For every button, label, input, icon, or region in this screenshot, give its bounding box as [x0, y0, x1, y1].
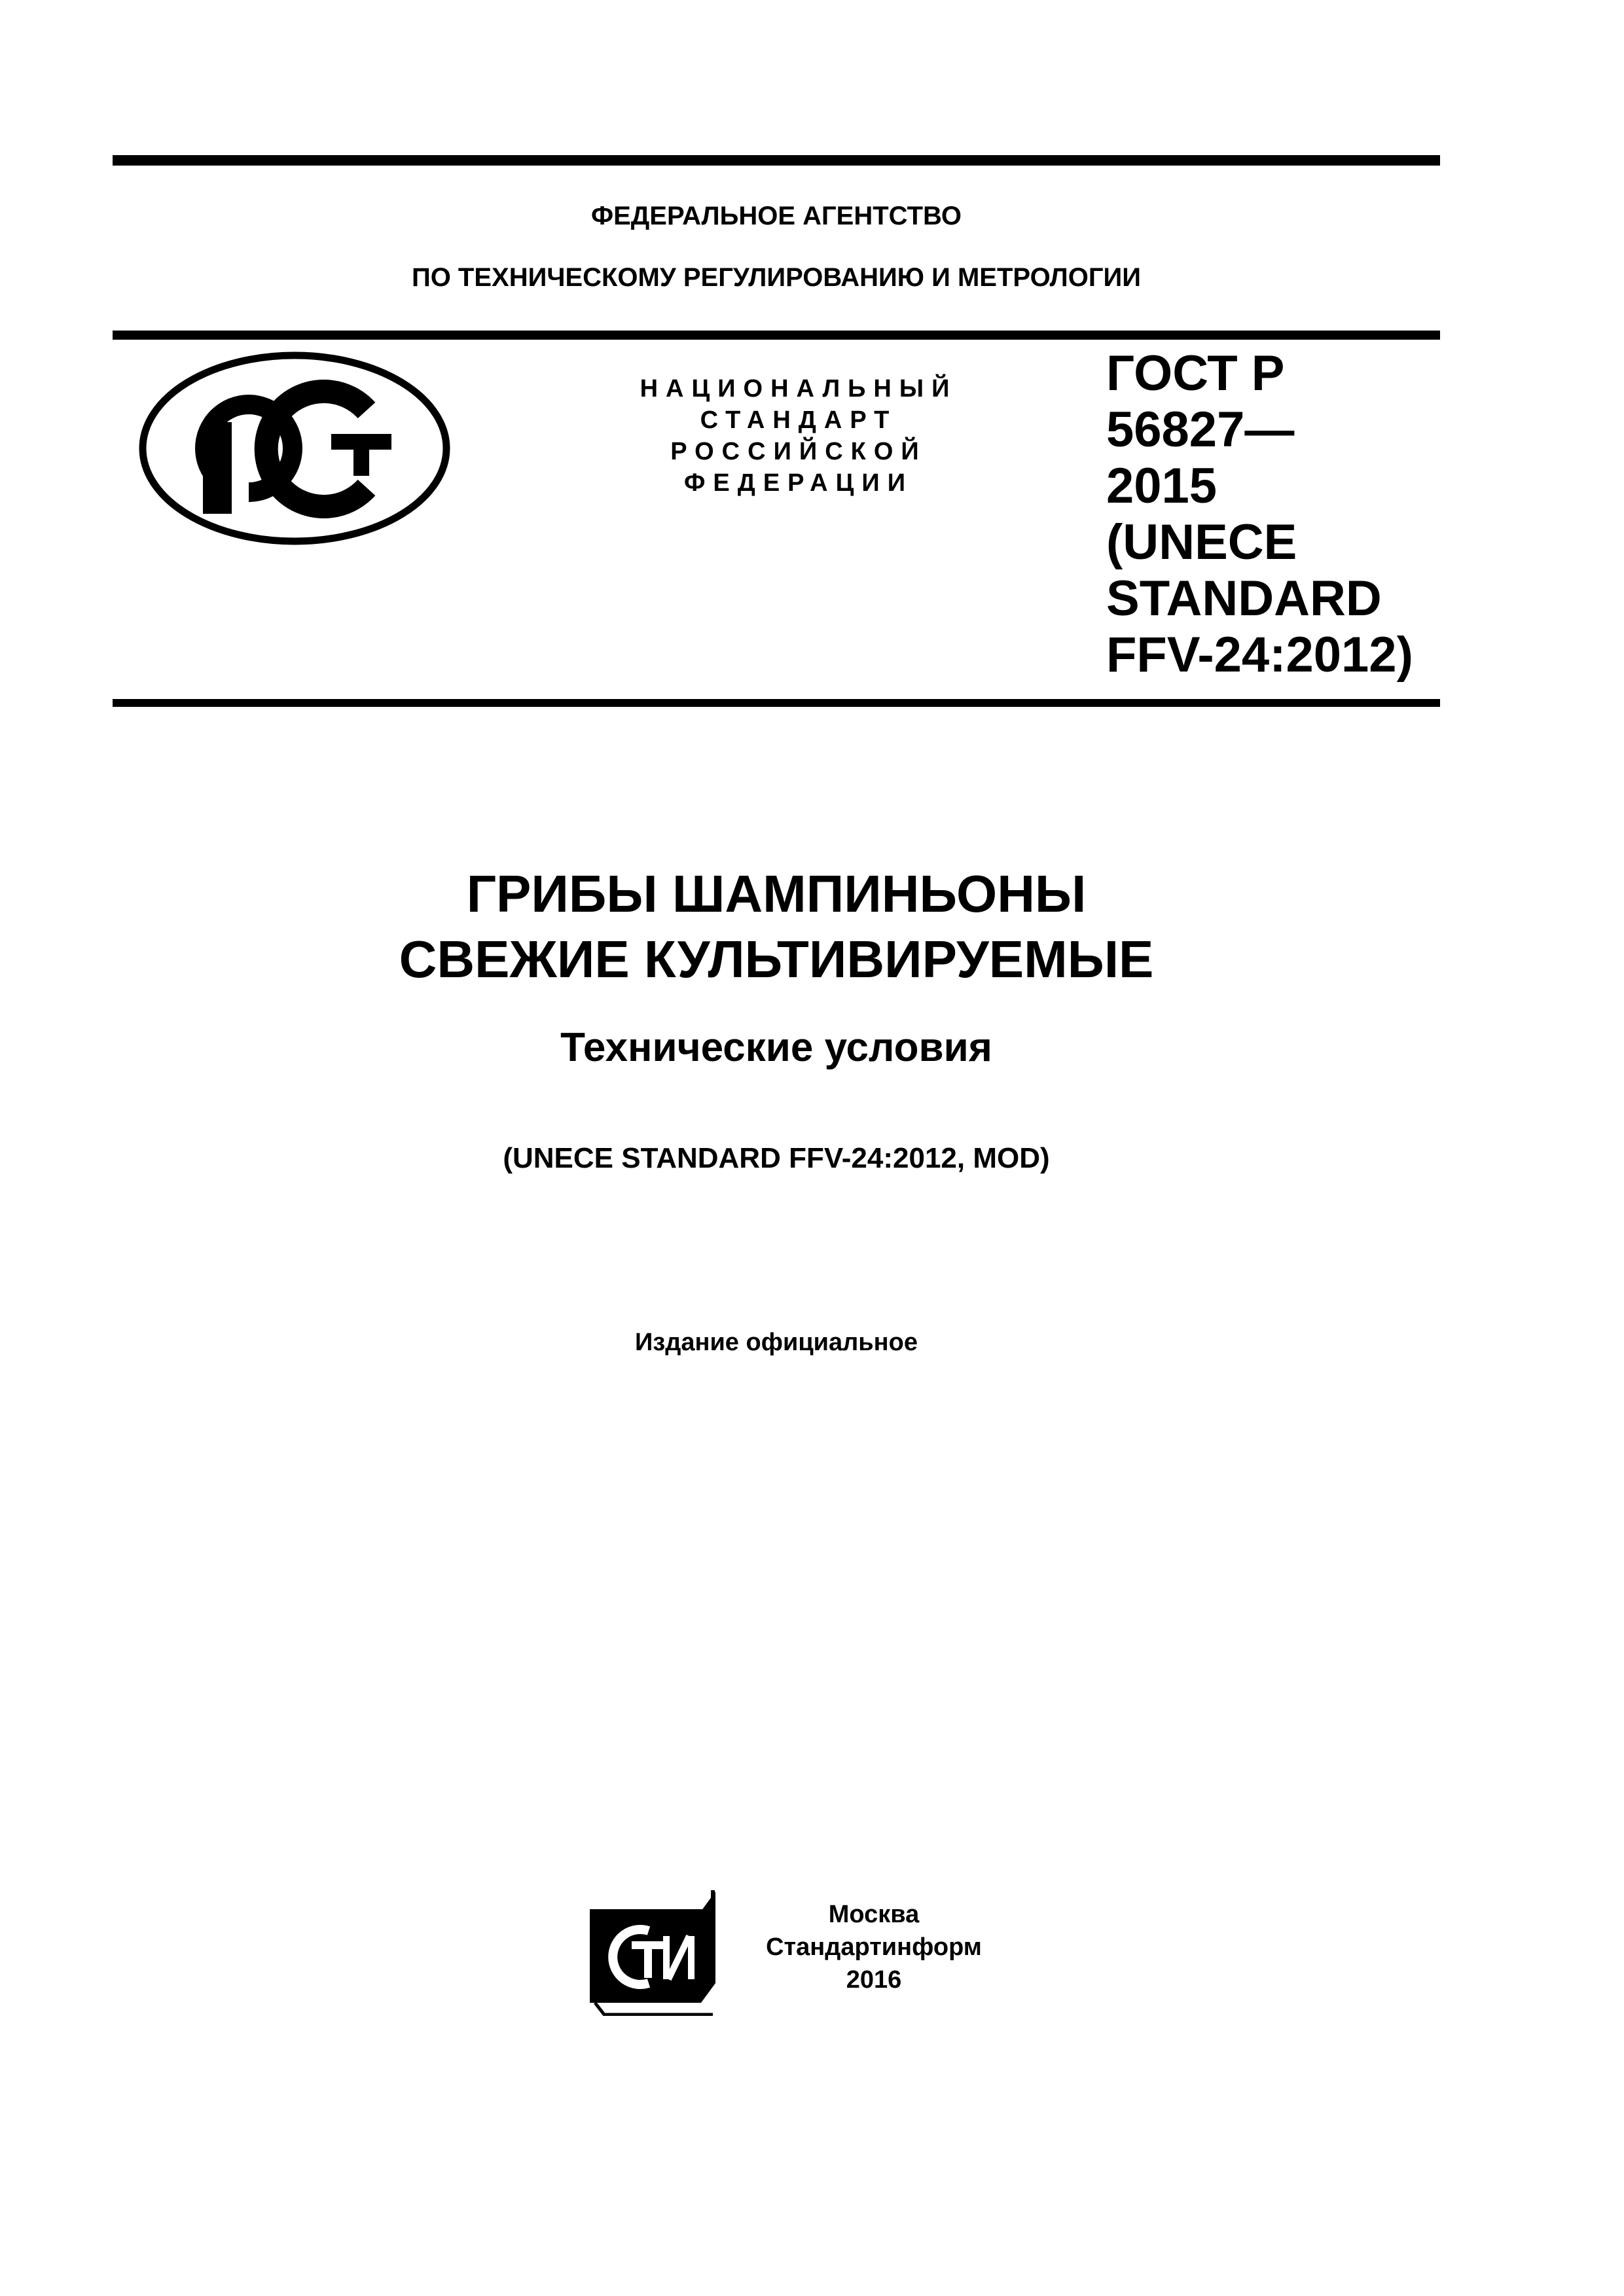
rst-mark-icon [137, 350, 452, 547]
designation-line: ГОСТ Р [1106, 346, 1285, 401]
section-rule [113, 699, 1440, 707]
national-standard-label [602, 373, 995, 499]
publisher-name: Стандартинформ [766, 1933, 982, 1961]
standard-reference: (UNECE STANDARD FFV-24:2012, MOD) [503, 1142, 1050, 1174]
designation-line: STANDARD [1106, 571, 1382, 626]
standartinform-logo-icon [585, 1885, 723, 2016]
designation-line: 56827— [1106, 402, 1295, 457]
standard-designation [1106, 346, 1447, 683]
publisher-city: Москва [828, 1901, 920, 1928]
header-rule [113, 331, 1440, 340]
designation-line: FFV-24:2012) [1106, 627, 1413, 683]
edition-note: Издание официальное [635, 1329, 918, 1356]
top-rule [113, 155, 1440, 166]
agency-line-2: ПО ТЕХНИЧЕСКОМУ РЕГУЛИРОВАНИЮ И МЕТРОЛОГИИ [411, 263, 1142, 292]
national-standard-line: СТАНДАРТ [700, 406, 897, 434]
designation-line: 2015 [1106, 458, 1218, 514]
national-standard-line: РОССИЙСКОЙ [670, 438, 927, 465]
publisher-block [720, 1898, 1028, 1996]
document-title-line-2: СВЕЖИЕ КУЛЬТИВИРУЕМЫЕ [399, 930, 1154, 988]
national-standard-line: НАЦИОНАЛЬНЫЙ [640, 375, 958, 403]
agency-line-1: ФЕДЕРАЛЬНОЕ АГЕНТСТВО [590, 202, 962, 230]
designation-line: (UNECE [1106, 514, 1297, 570]
document-title-line-1: ГРИБЫ ШАМПИНЬОНЫ [466, 865, 1087, 923]
national-standard-line: ФЕДЕРАЦИИ [683, 469, 914, 497]
document-subtitle: Технические условия [560, 1025, 992, 1070]
publication-year: 2016 [846, 1966, 902, 1994]
